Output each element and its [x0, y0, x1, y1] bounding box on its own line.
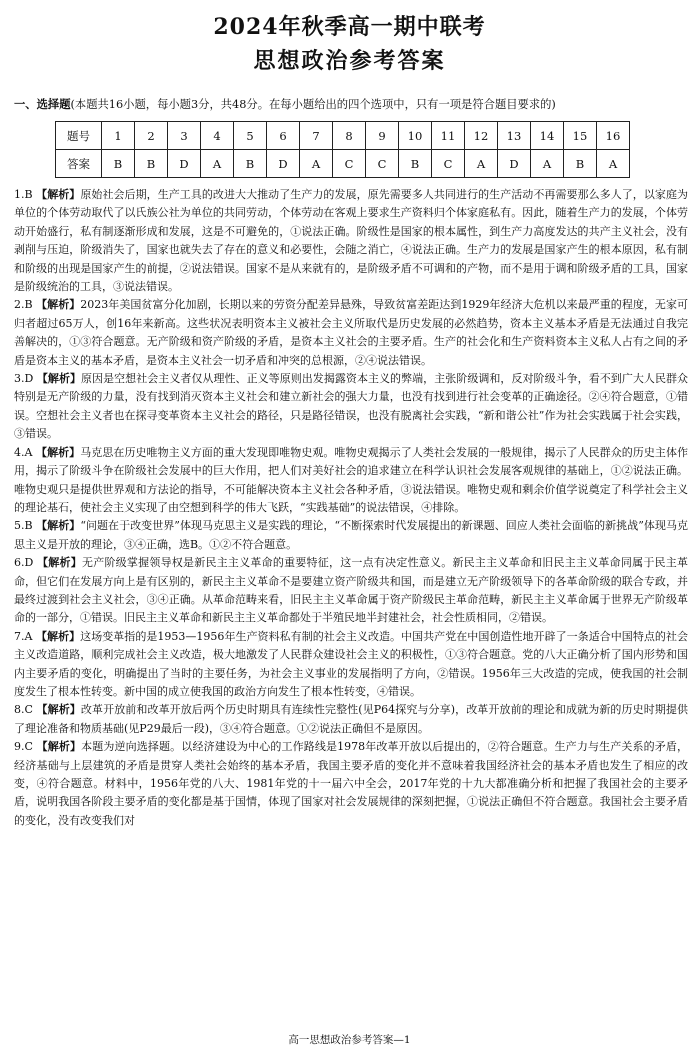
explanation-item	[14, 554, 688, 628]
answer-cell: D	[168, 150, 201, 178]
explanation-item	[14, 701, 688, 738]
document-title: 2024年秋季高一期中联考	[213, 14, 486, 40]
item-number: 8.C	[14, 703, 33, 717]
answer-cell: C	[432, 150, 465, 178]
analysis-tag: 【解析】	[36, 740, 82, 754]
analysis-tag: 【解析】	[36, 703, 81, 717]
page-footer: 高一思想政治参考答案—1	[288, 1034, 411, 1046]
answer-cell: C	[333, 150, 366, 178]
question-number: 3	[168, 122, 201, 150]
explanation-item	[14, 444, 688, 518]
analysis-tag: 【解析】	[36, 519, 81, 533]
item-text: 原因是空想社会主义者仅从理性、正义等原则出发揭露资本主义的弊端，主张阶级调和，反对阶级斗争，看不到广大人民群众特别是无产阶级的力量，没有找到消灭资本主义社会和建立新社会的强大力量，也没有找到进行社会变革的正确途径。②④符合题意，①错误。空想社会主义者也在探寻变革资本主义社会的路径，只是路径错误，也没有脱离社会实践，“新和谐公社”作为社会实践属于社会实践，③错误。	[14, 372, 689, 441]
item-number: 4.A	[14, 445, 33, 459]
question-number: 7	[300, 122, 333, 150]
item-text: 无产阶级掌握领导权是新民主主义革命的重要特征，这一点有决定性意义。新民主主义革命和旧民主主义革命同属于民主革命，但它们在发展方向上是有区别的，新民主主义革命不是要建立资产阶级共和国，而是建立无产阶级领导下的各革命阶级的联合专政，并最终过渡到社会主义社会，③④正确。从革命范畴来看，旧民主主义革命属于资产阶级民主革命范畴，新民主主义革命属于世界无产阶级革命的一部分，①错误。旧民主主义革命和新民主主义革命都处于半殖民地半封建社会，社会性质相同，②错误。	[14, 556, 689, 625]
item-text: 这场变革指的是1953—1956年生产资料私有制的社会主义改造。中国共产党在中国创造性地开辟了一条适合中国特点的社会主义改造道路，顺利完成社会主义改造，极大地激发了人民群众建设社会主义的积极性，①③符合题意。党的八大正确分析了国内形势和国内主要矛盾的变化，明确提出了当时的主要任务，为社会主义事业的发展指明了方向，②错误。1956年三大改造的完成，使我国的社会制度发生了根本性转变。新中国的成立使我国的政治方向发生了根本性转变，④错误。	[14, 629, 688, 698]
question-number: 2	[135, 122, 168, 150]
item-text: 马克思在历史唯物主义方面的重大发现即唯物史观。唯物史观揭示了人类社会发展的一般规律，揭示了人民群众的历史主体作用，揭示了阶级斗争在阶级社会发展中的巨大作用，把人们对美好社会的追求建立在科学认识社会发展客观规律的基础上，①②说法正确。唯物史观只是提供世界观和方法论的指导，不可能解决资本主义社会各种矛盾，③说法错误。唯物史观和剩余价值学说奠定了科学社会主义的理论基石，使社会主义实现了由空想到科学的伟大飞跃，“实践基础”的说法错误，④排除。	[14, 445, 689, 514]
question-number: 13	[498, 122, 531, 150]
item-number: 6.D	[14, 556, 34, 570]
analysis-tag: 【解析】	[36, 629, 81, 643]
question-number: 6	[267, 122, 300, 150]
answer-cell: B	[564, 150, 597, 178]
row-label-question: 题号	[56, 122, 102, 150]
explanations	[14, 186, 688, 830]
answer-cell: A	[300, 150, 333, 178]
item-text: 改革开放前和改革开放后两个历史时期具有连续性完整性(见P64探究与分享)，改革开放前的理论和成就为新的历史时期提供了理论准备和物质基础(见P29最后一段)，③④符合题意。①②说法正确但不是原因。	[14, 703, 689, 735]
explanation-item	[14, 628, 688, 702]
answer-cell: B	[102, 150, 135, 178]
question-number: 4	[201, 122, 234, 150]
document-subtitle: 思想政治参考答案	[253, 48, 446, 74]
answer-cell: D	[498, 150, 531, 178]
section-note: (本题共16小题，每小题3分，共48分。在每小题给出的四个选项中，只有一项是符合题目要求的)	[70, 98, 556, 111]
question-number: 5	[234, 122, 267, 150]
explanation-item	[14, 296, 688, 370]
question-number: 15	[564, 122, 597, 150]
item-text: “问题在于改变世界”体现马克思主义是实践的理论，“不断探索时代发展提出的新课题、回应人类社会面临的新挑战”体现马克思主义是开放的理论，③④正确，选B。①②不符合题意。	[14, 519, 689, 551]
answer-cell: C	[366, 150, 399, 178]
answer-cell: A	[597, 150, 630, 178]
question-number: 8	[333, 122, 366, 150]
item-number: 9.C	[14, 740, 33, 754]
row-label-answer: 答案	[56, 150, 102, 178]
question-number: 10	[399, 122, 432, 150]
item-number: 1.B	[14, 188, 33, 201]
explanation-item	[14, 186, 688, 296]
item-number: 2.B	[14, 298, 33, 312]
analysis-tag: 【解析】	[37, 556, 82, 570]
item-number: 3.D	[14, 372, 34, 386]
explanation-item	[14, 738, 688, 830]
question-number: 14	[531, 122, 564, 150]
explanation-item	[14, 517, 688, 554]
analysis-tag: 【解析】	[36, 188, 81, 201]
item-number: 7.A	[14, 629, 33, 643]
question-number: 12	[465, 122, 498, 150]
analysis-tag: 【解析】	[36, 372, 82, 386]
answer-cell: A	[465, 150, 498, 178]
question-number: 16	[597, 122, 630, 150]
section-heading	[14, 96, 556, 112]
item-text: 2023年美国贫富分化加剧，长期以来的劳资分配差异悬殊，导致贫富差距达到1929年经济大危机以来最严重的程度，无家可归者超过65万人，创16年来新高。这些状况表明资本主义被社会主义所取代是历史发展的必然趋势，资本主义基本矛盾是无法通过自我完善解决的，①③符合题意。无产阶级和资产阶级的矛盾，是资本主义社会的主要矛盾。生产的社会化和生产资料资本主义私人占有之间的矛盾是资本主义的基本矛盾，是资本主义社会一切矛盾和冲突的总根源，②④说法错误。	[14, 298, 688, 367]
answer-table	[55, 121, 630, 178]
answer-row	[56, 150, 630, 178]
answer-cell: D	[267, 150, 300, 178]
item-text: 原始社会后期，生产工具的改进大大推动了生产力的发展，原先需要多人共同进行的生产活动不再需要那么多人了，以家庭为单位的个体劳动取代了以氏族公社为单位的共同劳动，个体劳动在客观上要求生产资料归个体家庭私有。因此，随着生产力的发展，个体劳动开始盛行，私有制逐渐形成和发展，这是不可避免的，①说法正确。阶级性是国家的根本属性，到生产力高度发达的共产主义社会，没有剥削与压迫，阶级消失了，国家也就失去了存在的意义和必要性，会随之消亡，④说法正确。生产力的发展是国家产生的根本原因，私有制和阶级的出现是国家产生的前提，②说法错误。国家不是从来就有的，是阶级矛盾不可调和的产物，而不是用于调和阶级矛盾的工具，国家是阶级统治的工具，③说法错误。	[14, 188, 688, 294]
answer-cell: B	[399, 150, 432, 178]
answer-cell: B	[234, 150, 267, 178]
question-number: 9	[366, 122, 399, 150]
item-text: 本题为逆向选择题。以经济建设为中心的工作路线是1978年改革开放以后提出的，②符合题意。生产力与生产关系的矛盾，经济基础与上层建筑的矛盾是贯穿人类社会始终的基本矛盾，我国主要矛盾的变化并不意味着我国经济社会的基本矛盾也发生了相应的改变，④符合题意。材料中，1956年党的八大、1981年党的十一届六中全会，2017年党的十九大都准确分析和把握了我国社会的主要矛盾，说明我国各阶段主要矛盾的变化都是基于国情，体现了国家对社会发展规律的深刻把握，①说法正确但不符合题意。我国社会主要矛盾的变化，没有改变我们对	[14, 740, 689, 827]
item-number: 5.B	[14, 519, 33, 533]
question-number: 1	[102, 122, 135, 150]
answer-cell: A	[531, 150, 564, 178]
explanation-item	[14, 370, 688, 444]
answer-cell: B	[135, 150, 168, 178]
answer-cell: A	[201, 150, 234, 178]
section-label: 一、选择题	[14, 97, 71, 111]
question-number: 11	[432, 122, 465, 150]
analysis-tag: 【解析】	[36, 445, 81, 459]
question-number-row	[56, 122, 630, 150]
analysis-tag: 【解析】	[36, 298, 81, 312]
